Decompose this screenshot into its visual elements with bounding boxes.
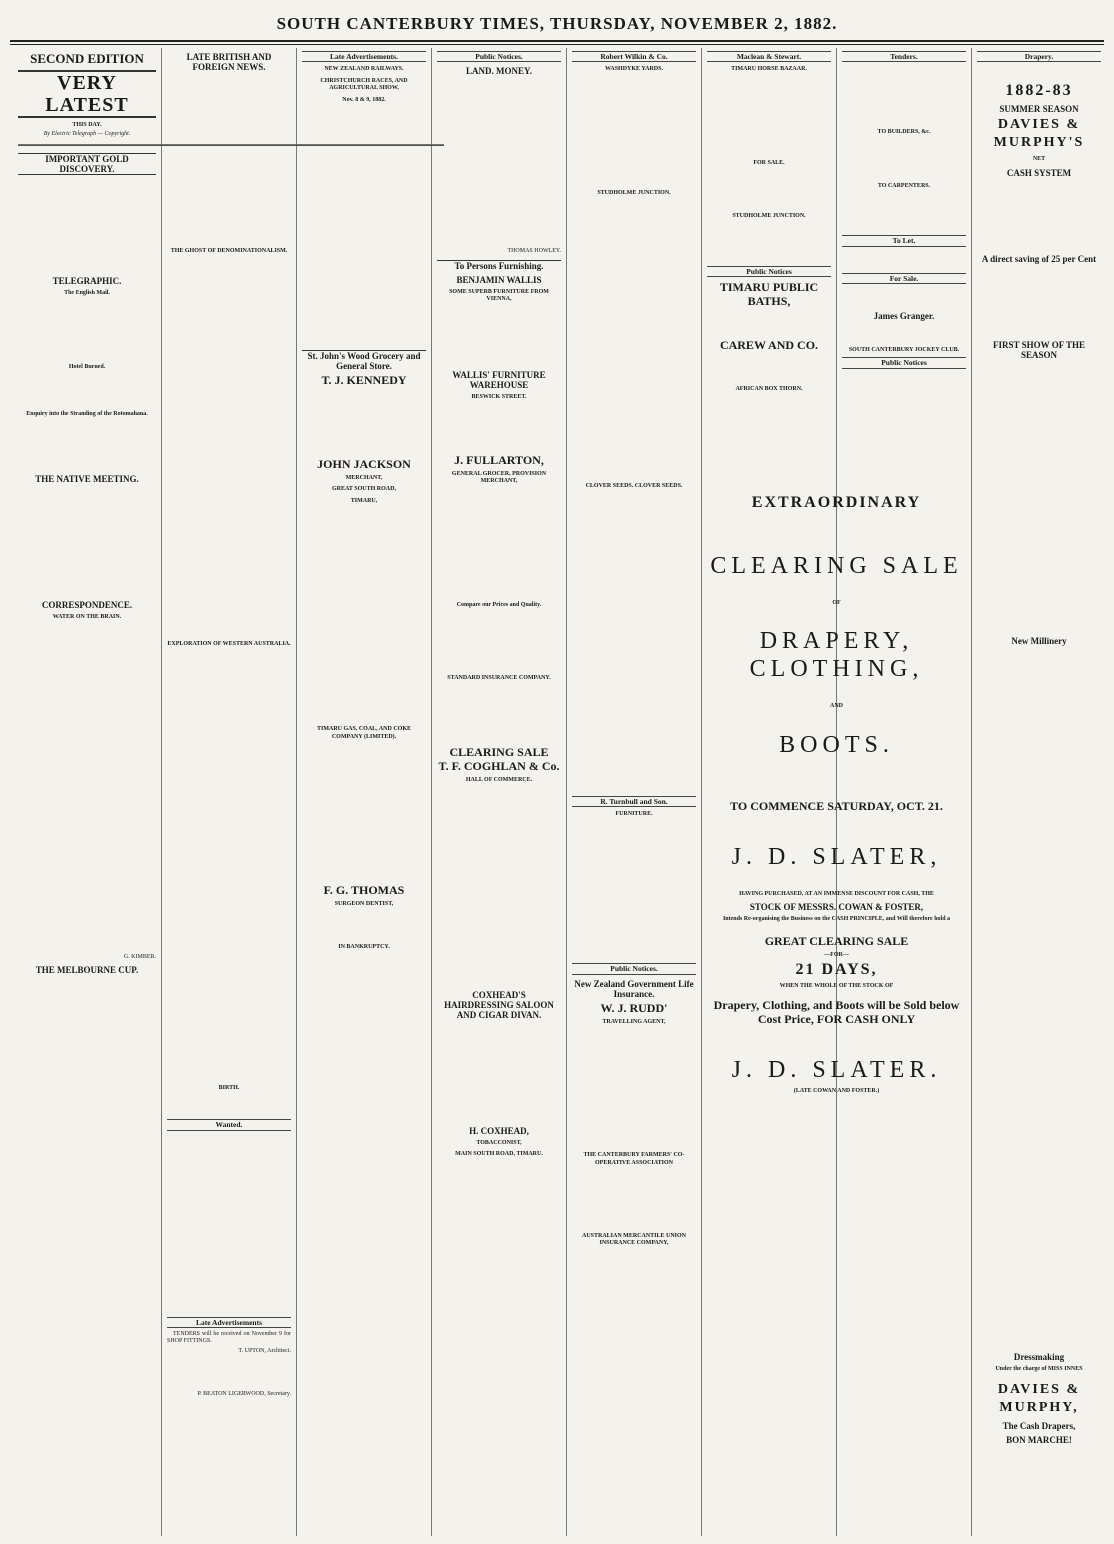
coxhead-name: H. COXHEAD, <box>469 1126 529 1137</box>
for-sale-heading: For Sale. <box>842 273 966 284</box>
granger-name: James Granger. <box>873 311 935 322</box>
enquiry-heading: Enquiry into the Stranding of the Rotomahana. <box>26 411 148 418</box>
farmers-heading: THE CANTERBURY FARMERS' CO-OPERATIVE ASSOCIATION <box>583 1152 685 1166</box>
notice-text <box>707 352 831 382</box>
birth-heading: BIRTH. <box>218 1084 240 1091</box>
news-text <box>18 420 156 470</box>
washdyke-heading: WASHDYKE YARDS. <box>605 66 663 73</box>
fullarton-name: J. FULLARTON, <box>454 453 544 468</box>
carew-heading: CAREW AND CO. <box>719 338 819 353</box>
notice-text <box>707 308 831 338</box>
banner-slater-footer: J. D. SLATER. <box>731 1057 942 1084</box>
banner-stock: STOCK OF MESSRS. COWAN & FOSTER, <box>749 902 924 913</box>
banner-commence: TO COMMENCE SATURDAY, OCT. 21. <box>730 798 943 813</box>
kennedy-name: T. J. KENNEDY <box>321 373 407 388</box>
insurance-heading: STANDARD INSURANCE COMPANY. <box>447 675 551 682</box>
ad-text <box>302 387 426 457</box>
cash-drapers: The Cash Drapers, <box>1002 1421 1076 1432</box>
cash-system-heading: CASH SYSTEM <box>1006 167 1072 178</box>
exploration-heading: EXPLORATION OF WESTERN AUSTRALIA. <box>167 641 291 648</box>
notice-text <box>842 250 966 270</box>
ad-text <box>437 78 561 248</box>
column-divider <box>161 48 162 1536</box>
banner-and: AND <box>830 703 843 710</box>
studholme-heading: STUDHOLME JUNCTION. <box>597 189 671 196</box>
column-late-ads <box>302 48 426 1536</box>
correspondence-heading: CORRESPONDENCE. <box>41 600 133 611</box>
news-text <box>167 651 291 1081</box>
notice-text <box>842 287 966 307</box>
wanted-heading: Wanted. <box>167 1119 291 1130</box>
auction-text <box>707 76 831 156</box>
millinery-heading: New Millinery <box>1011 635 1067 646</box>
furniture-heading: FURNITURE. <box>615 811 653 818</box>
banner-when: WHEN THE WHOLE OF THE STOCK OF <box>779 983 894 990</box>
carpenters-heading: TO CARPENTERS. <box>877 182 931 189</box>
public-notices-heading: Public Notices. <box>437 51 561 62</box>
summer-season: SUMMER SEASON <box>999 104 1079 115</box>
price-list <box>977 362 1101 632</box>
notice-text <box>842 323 966 343</box>
column-divider <box>431 48 432 1536</box>
banner-intends: Intends Re-organising the Business on the CASH PRINCIPLE, and Will therefore hold a <box>722 916 951 923</box>
column-divider <box>296 48 297 1536</box>
bankruptcy-heading: IN BANKRUPTCY. <box>338 944 390 951</box>
grocer-label: GENERAL GROCER, PROVISION MERCHANT, <box>451 471 547 485</box>
banner-boots: BOOTS. <box>779 731 894 758</box>
turnbull-heading: R. Turnbull and Son. <box>572 796 696 807</box>
baths-heading: TIMARU PUBLIC BATHS, <box>719 280 819 309</box>
public-notices-heading: Public Notices. <box>572 963 696 974</box>
column-divider <box>701 48 702 1536</box>
meeting-signature: P. BEATON LIGERWOOD, Secretary. <box>197 1391 291 1398</box>
wilkin-heading: Robert Wilkin & Co. <box>572 51 696 62</box>
banner-days: 21 DAYS, <box>795 961 878 979</box>
clearing-sale-banner <box>707 424 966 1524</box>
clearing-sale-heading: CLEARING SALE <box>449 744 549 759</box>
agent-label: TRAVELLING AGENT, <box>602 1018 666 1025</box>
grocery-heading: St. John's Wood Grocery and General Store. <box>302 350 426 371</box>
hall-label: HALL OF COMMERCE. <box>465 776 533 783</box>
mail-heading: The English Mail. <box>64 290 110 297</box>
auction-text <box>572 493 696 793</box>
tender-text <box>842 139 966 179</box>
banner-clearing-sale: CLEARING SALE <box>710 553 963 579</box>
first-show-heading: FIRST SHOW OF THE SEASON <box>993 339 1085 360</box>
news-text <box>18 300 156 360</box>
banner-great-clearing: GREAT CLEARING SALE <box>764 933 909 948</box>
news-text <box>18 177 156 272</box>
letter-text <box>18 624 156 954</box>
coxhead-heading: COXHEAD'S HAIRDRESSING SALOON AND CIGAR DIVAN. <box>444 990 554 1021</box>
tenders-heading: Tenders. <box>842 51 966 62</box>
news-text <box>18 373 156 407</box>
mercantile-heading: AUSTRALIAN MERCANTILE UNION INSURANCE COMPANY, <box>581 1233 686 1247</box>
wanted-text <box>167 1134 291 1314</box>
dressmaking-heading: Dressmaking <box>1013 1351 1065 1362</box>
column-drapery <box>977 48 1101 1536</box>
maclean-heading: Maclean & Stewart. <box>707 51 831 62</box>
banner-purchase: HAVING PURCHASED, AT AN IMMENSE DISCOUNT FOR CASH, THE <box>739 890 934 897</box>
hotel-heading: Hotel Burned. <box>68 363 106 370</box>
ad-text <box>437 488 561 598</box>
road-label: GREAT SOUTH ROAD, <box>332 486 396 493</box>
bazaar-heading: TIMARU HORSE BAZAAR. <box>731 66 807 73</box>
public-notices-heading: Public Notices <box>842 357 966 368</box>
very-latest-heading: VERY LATEST <box>18 70 156 118</box>
net-label: NET <box>1032 156 1046 163</box>
melbourne-cup-heading: THE MELBOURNE CUP. <box>35 965 139 976</box>
boxthorn-heading: AFRICAN BOX THORN. <box>735 386 803 393</box>
drapery-heading: Drapery. <box>977 51 1101 62</box>
nz-insurance-heading: New Zealand Government Life Insurance. <box>574 978 694 999</box>
column-wilkin <box>572 48 696 1536</box>
late-ads-heading: Late Advertisements <box>167 1317 291 1328</box>
news-text <box>167 257 291 637</box>
notice-text <box>572 1169 696 1229</box>
banner-below-cost: Drapery, Clothing, and Boots will be Sold below Cost Price, FOR CASH ONLY <box>713 998 960 1027</box>
water-heading: WATER ON THE BRAIN. <box>52 614 122 621</box>
tenders-notice: TENDERS will be received on November 9 for SHOP FITTINGS. <box>167 1331 291 1345</box>
rudd-name: W. J. RUDD' <box>600 1000 668 1015</box>
column-maclean <box>707 48 831 428</box>
davies-footer: DAVIES & MURPHY, <box>997 1382 1081 1416</box>
tender-text <box>842 65 966 125</box>
column-divider <box>971 48 972 1536</box>
railway-text <box>302 106 426 346</box>
land-signature: THOMAS HOWLEY. <box>507 248 561 255</box>
studholme-heading: STUDHOLME JUNCTION. <box>732 213 806 220</box>
ad-text <box>977 266 1101 336</box>
for-sale-heading: FOR SALE. <box>753 159 785 166</box>
tobacconist-label: TOBACCONIST, <box>476 1140 522 1147</box>
news-text <box>167 74 291 244</box>
auction-text <box>572 820 696 960</box>
native-meeting-heading: THE NATIVE MEETING. <box>35 474 139 485</box>
banner-late: (LATE COWAN AND FOSTER.) <box>793 1088 880 1095</box>
gas-heading: TIMARU GAS, COAL, AND COKE COMPANY (LIMITED). <box>316 726 411 740</box>
tenders-signature: T. UPTON, Architect. <box>238 1347 291 1354</box>
races-heading: CHRISTCHURCH RACES, AND AGRICULTURAL SHOW, <box>320 77 408 92</box>
address-label: MAIN SOUTH ROAD, TIMARU. <box>455 1151 543 1158</box>
furniture-heading: SOME SUPERB FURNITURE FROM VIENNA, <box>449 288 549 303</box>
telegraphic-heading: TELEGRAPHIC. <box>52 276 122 287</box>
column-divider <box>566 48 567 1536</box>
banner-of: OF <box>832 600 841 606</box>
public-notices-heading: Public Notices <box>707 266 831 277</box>
railways-heading: NEW ZEALAND RAILWAYS. <box>324 66 404 73</box>
to-let-heading: To Let. <box>842 235 966 246</box>
wallis-name: BENJAMIN WALLIS <box>456 274 542 285</box>
bon-marche: BON MARCHE! <box>1006 1435 1072 1446</box>
saving-heading: A direct saving of 25 per Cent <box>981 253 1097 264</box>
notice-text <box>302 743 426 883</box>
innes-line: Under the charge of MISS INNES <box>995 1365 1083 1372</box>
column-british-news <box>167 48 291 1536</box>
letter-signature: G. KIMBER. <box>123 953 156 960</box>
auction-text <box>572 76 696 186</box>
auction-text <box>572 199 696 479</box>
tender-text <box>842 192 966 232</box>
ad-text <box>302 910 426 940</box>
ad-text <box>437 403 561 453</box>
merchant-label: MERCHANT, <box>345 475 383 482</box>
late-ads-heading: Late Advertisements. <box>302 51 426 62</box>
ad-text <box>437 306 561 366</box>
notice-text <box>572 1028 696 1148</box>
notice-text <box>167 1094 291 1116</box>
builders-heading: TO BUILDERS, &c. <box>877 129 931 136</box>
banner-drapery: DRAPERY, CLOTHING, <box>749 628 924 683</box>
masthead: SOUTH CANTERBURY TIMES, THURSDAY, NOVEMBER 2, 1882. <box>276 14 838 33</box>
clover-heading: CLOVER SEEDS. CLOVER SEEDS. <box>585 483 683 490</box>
masthead-rule <box>10 40 1104 45</box>
davies-heading: DAVIES & MURPHY'S <box>993 117 1085 151</box>
races-dates: Nov. 8 & 9, 1882. <box>342 96 386 103</box>
ad-text <box>977 180 1101 250</box>
jockey-club-heading: SOUTH CANTERBURY JOCKEY CLUB. <box>848 347 960 354</box>
ghost-heading: THE GHOST OF DENOMINATIONALISM. <box>170 248 288 254</box>
beswick-label: BESWICK STREET. <box>471 393 527 400</box>
ad-text <box>437 1022 561 1122</box>
news-text <box>18 486 156 596</box>
compare-line: Compare our Prices and Quality. <box>456 601 542 608</box>
banner-extraordinary: EXTRAORDINARY <box>751 494 922 511</box>
banner-slater: J. D. SLATER, <box>731 843 942 870</box>
copyright-line: By Electric Telegraph — Copyright. <box>43 131 131 138</box>
this-day-heading: THIS DAY. <box>72 122 102 128</box>
jackson-name: JOHN JACKSON <box>317 457 411 472</box>
timaru-label: TIMARU, <box>350 497 378 504</box>
news-text: ▬▬▬▬▬▬▬▬▬▬▬▬▬▬▬▬▬▬▬▬▬▬▬▬▬▬▬▬▬▬▬▬▬▬▬▬▬▬▬▬▬▬▬▬▬▬▬▬▬▬▬▬▬▬▬▬▬▬▬▬▬▬▬▬▬▬▬▬▬▬▬ <box>18 141 444 148</box>
furnishing-heading: To Persons Furnishing. <box>437 260 561 271</box>
auction-text <box>707 223 831 263</box>
auction-text <box>707 169 831 209</box>
ad-text <box>437 685 561 745</box>
warehouse-heading: WALLIS' FURNITURE WAREHOUSE <box>452 369 546 390</box>
gold-heading: IMPORTANT GOLD DISCOVERY. <box>18 153 156 175</box>
ad-text <box>437 611 561 671</box>
edition-heading: SECOND EDITION <box>30 51 144 66</box>
land-money-heading: LAND. MONEY. <box>466 66 532 77</box>
column-tenders <box>842 48 966 428</box>
price-list <box>977 648 1101 1348</box>
ad-text <box>302 507 426 722</box>
dentist-label: SURGEON DENTIST, <box>334 901 394 908</box>
coghlan-name: T. F. COGHLAN & Co. <box>438 758 560 773</box>
banner-for: —FOR— <box>824 951 849 958</box>
british-news-heading: LATE BRITISH AND FOREIGN NEWS. <box>186 52 272 72</box>
thomas-name: F. G. THOMAS <box>323 883 405 898</box>
column-public-notices <box>437 48 561 1536</box>
ad-text <box>437 786 561 986</box>
meeting-text <box>167 1355 291 1391</box>
season-year: 1882-83 <box>1005 82 1073 100</box>
